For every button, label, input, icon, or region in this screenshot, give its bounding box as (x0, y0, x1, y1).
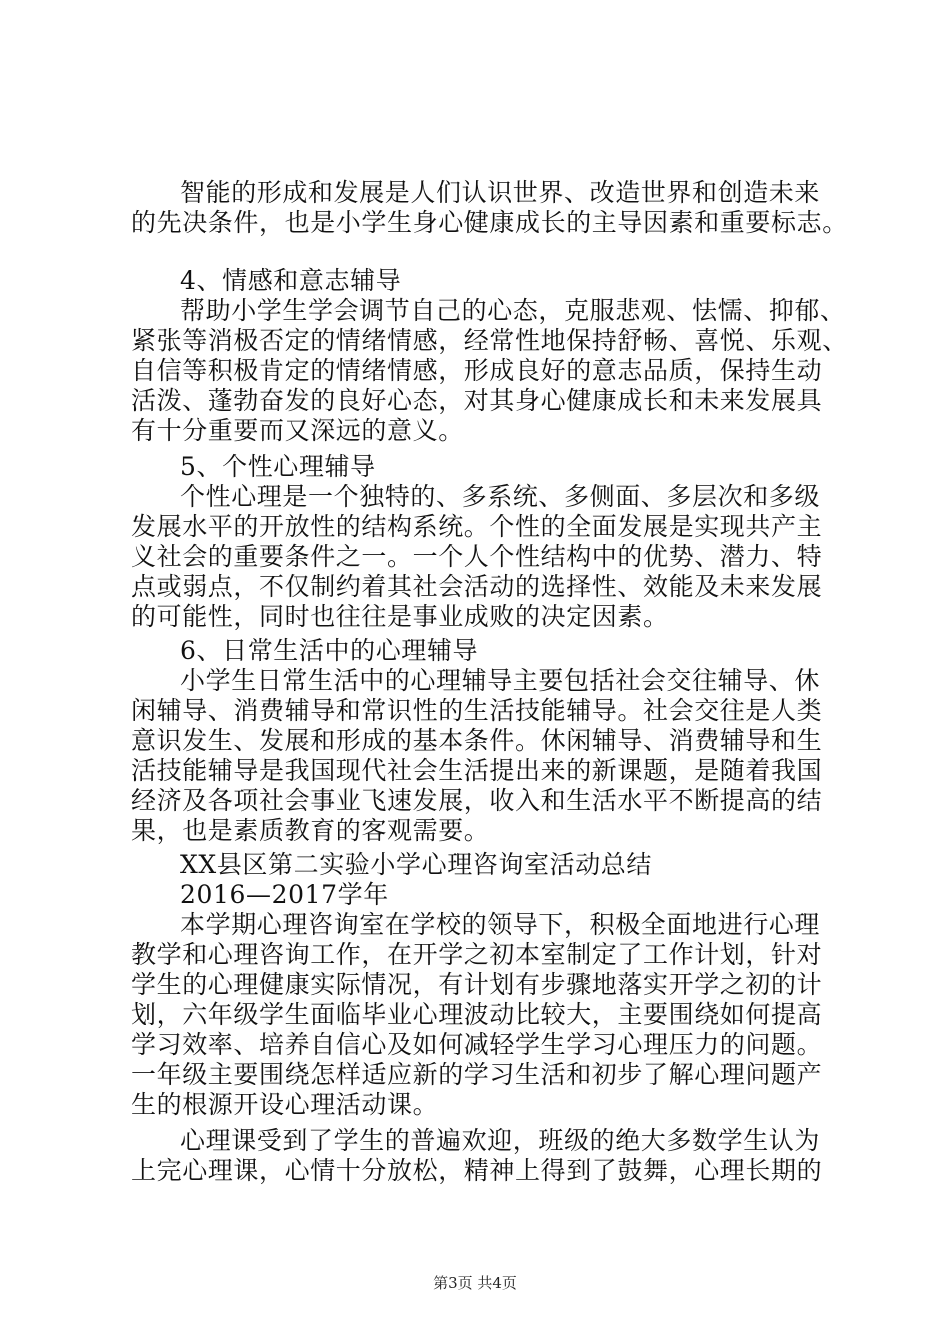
body-line: 心理课受到了学生的普遍欢迎，班级的绝大多数学生认为 (180, 1126, 821, 1155)
body-line: 的先决条件，也是小学生身心健康成长的主导因素和重要标志。 (131, 208, 848, 237)
school-year: 2016—2017学年 (180, 880, 389, 909)
body-line: 自信等积极肯定的情绪情感，形成良好的意志品质，保持生动 (131, 356, 823, 385)
body-line: 生的根源开设心理活动课。 (131, 1090, 439, 1119)
body-line: 智能的形成和发展是人们认识世界、改造世界和创造未来 (180, 178, 821, 207)
body-line: 上完心理课，心情十分放松，精神上得到了鼓舞，心理长期的 (131, 1156, 823, 1185)
body-line: 教学和心理咨询工作，在开学之初本室制定了工作计划，针对 (131, 940, 823, 969)
body-line: 闲辅导、消费辅导和常识性的生活技能辅导。社会交往是人类 (131, 696, 823, 725)
body-line: 个性心理是一个独特的、多系统、多侧面、多层次和多级 (180, 482, 821, 511)
body-line: 的可能性，同时也往往是事业成败的决定因素。 (131, 602, 669, 631)
section-heading: 4、情感和意志辅导 (180, 266, 402, 295)
page-number-footer: 第3页 共4页 (433, 1274, 517, 1292)
body-line: 学生的心理健康实际情况，有计划有步骤地落实开学之初的计 (131, 970, 823, 999)
body-line: 点或弱点，不仅制约着其社会活动的选择性、效能及未来发展 (131, 572, 823, 601)
body-line: 活泼、蓬勃奋发的良好心态，对其身心健康成长和未来发展具 (131, 386, 823, 415)
body-line: 帮助小学生学会调节自己的心态，克服悲观、怯懦、抑郁、 (180, 296, 846, 325)
report-title: XX县区第二实验小学心理咨询室活动总结 (180, 850, 652, 879)
body-line: 小学生日常生活中的心理辅导主要包括社会交往辅导、休 (180, 666, 821, 695)
body-line: 意识发生、发展和形成的基本条件。休闲辅导、消费辅导和生 (131, 726, 823, 755)
body-line: 本学期心理咨询室在学校的领导下，积极全面地进行心理 (180, 910, 821, 939)
body-line: 紧张等消极否定的情绪情感，经常性地保持舒畅、喜悦、乐观、 (131, 326, 848, 355)
section-heading: 6、日常生活中的心理辅导 (180, 636, 479, 665)
body-line: 义社会的重要条件之一。一个人个性结构中的优势、潜力、特 (131, 542, 823, 571)
body-line: 学习效率、培养自信心及如何减轻学生学习心理压力的问题。 (131, 1030, 823, 1059)
body-line: 一年级主要围绕怎样适应新的学习生活和初步了解心理问题产 (131, 1060, 823, 1089)
body-line: 经济及各项社会事业飞速发展，收入和生活水平不断提高的结 (131, 786, 823, 815)
body-line: 有十分重要而又深远的意义。 (131, 416, 464, 445)
section-heading: 5、个性心理辅导 (180, 452, 376, 481)
body-line: 果，也是素质教育的客观需要。 (131, 816, 490, 845)
body-line: 划，六年级学生面临毕业心理波动比较大，主要围绕如何提高 (131, 1000, 823, 1029)
body-line: 活技能辅导是我国现代社会生活提出来的新课题，是随着我国 (131, 756, 823, 785)
body-line: 发展水平的开放性的结构系统。个性的全面发展是实现共产主 (131, 512, 823, 541)
